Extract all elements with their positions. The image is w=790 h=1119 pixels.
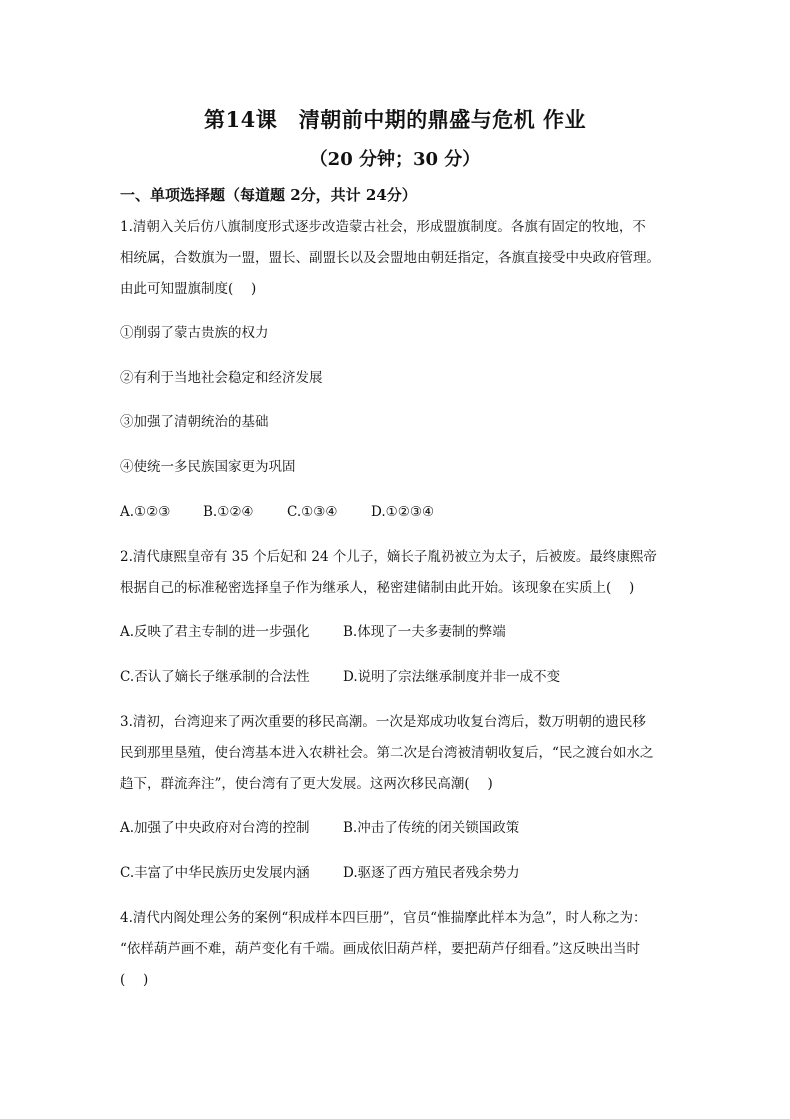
page-title: 第14课 清朝前中期的鼎盛与危机 作业 [203,107,587,132]
page-subtitle: （20 分钟；30 分） [309,149,481,170]
q2-stem-line2: 根据自己的标准秘密选择皇子作为继承人，秘密建储制由此开始。该现象在实质上( ) [120,580,635,596]
q3-option-b: B.冲击了传统的闭关锁国政策 [343,820,520,836]
q1-option-c: C.①③④ [287,504,338,520]
q1-option-d: D.①②③④ [371,504,435,520]
q4-stem-line1: 4.清代内阁处理公务的案例“积成样本四巨册”，官员“惟揣摩此样本为急”，时人称之为： [120,910,647,926]
q3-option-c: C.丰富了中华民族历史发展内涵 [120,865,310,881]
q3-option-d: D.驱逐了西方殖民者残余势力 [343,865,520,881]
q2-stem-line1: 2.清代康熙皇帝有 35 个后妃和 24 个儿子，嫡长子胤礽被立为太子，后被废。最终康熙帝 [120,549,657,565]
q1-item-3: ③加强了清朝统治的基础 [120,414,269,430]
q4-stem-line3: ( ) [120,972,149,988]
q3-option-a: A.加强了中央政府对台湾的控制 [120,820,310,836]
q3-stem-line3: 趋下，群流奔注”，使台湾有了更大发展。这两次移民高潮( ) [120,776,493,792]
q1-stem-line3: 由此可知盟旗制度( ) [120,281,257,297]
q3-stem-line1: 3.清初，台湾迎来了两次重要的移民高潮。一次是郑成功收复台湾后，数万明朝的遗民移 [120,714,646,730]
q2-option-b: B.体现了一夫多妻制的弊端 [343,624,506,640]
q1-stem-line1: 1.清朝入关后仿八旗制度形式逐步改造蒙古社会，形成盟旗制度。各旗有固定的牧地，不 [120,219,646,235]
q1-option-b: B.①②④ [203,504,254,520]
q2-option-a: A.反映了君主专制的进一步强化 [120,624,310,640]
q4-stem-line2: “依样葫芦画不难，葫芦变化有千端。画成依旧葫芦样，要把葫芦仔细看。”这反映出当时 [120,941,641,957]
q2-option-c: C.否认了嫡长子继承制的合法性 [120,669,310,685]
q1-item-4: ④使统一多民族国家更为巩固 [120,459,296,475]
q3-stem-line2: 民到那里垦殖，使台湾基本进入农耕社会。第二次是台湾被清朝收复后，“民之渡台如水之 [120,745,654,761]
q1-item-1: ①削弱了蒙古贵族的权力 [120,325,269,341]
q1-option-a: A.①②③ [120,504,171,520]
section-heading: 一、单项选择题（每道题 2分，共计 24分） [120,186,417,204]
q1-stem-line2: 相统属，合数旗为一盟，盟长、副盟长以及会盟地由朝廷指定，各旗直接受中央政府管理。 [120,250,660,266]
q2-option-d: D.说明了宗法继承制度并非一成不变 [343,669,561,685]
q1-item-2: ②有利于当地社会稳定和经济发展 [120,370,323,386]
